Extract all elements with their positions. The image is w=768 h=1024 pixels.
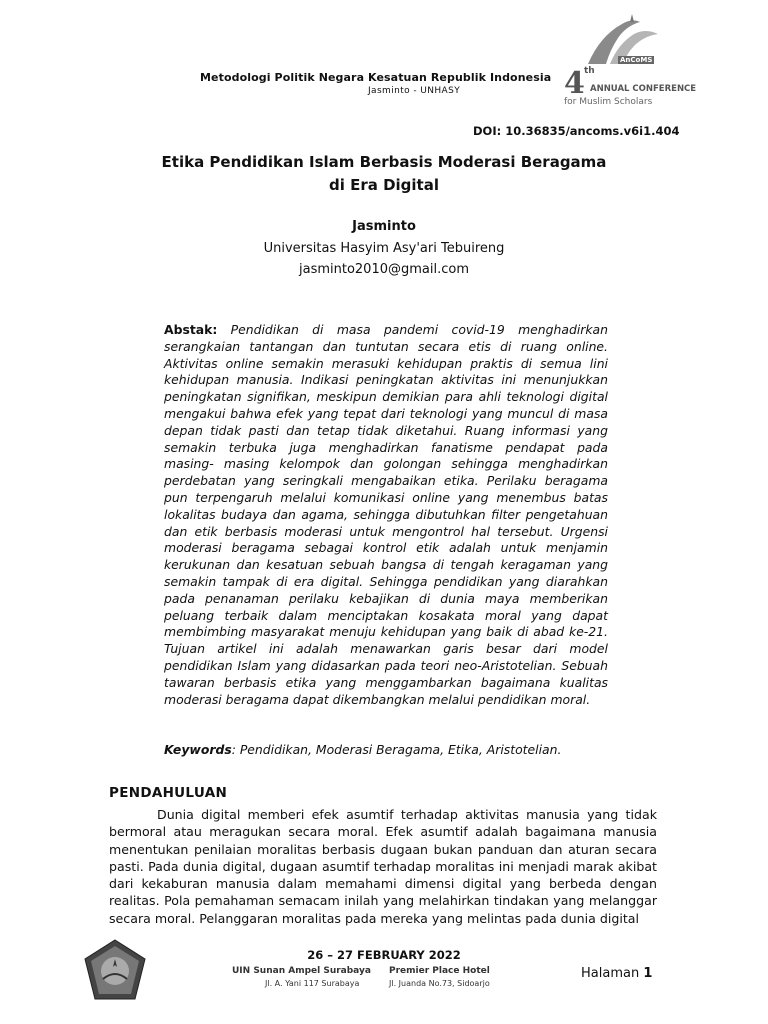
- keywords: [164, 742, 624, 757]
- running-header-author: Jasminto - UNHASY: [368, 86, 461, 96]
- author-affiliation: Universitas Hasyim Asy'ari Tebuireng: [263, 241, 505, 256]
- logo-superscript: th: [584, 66, 595, 76]
- logo-annual-conference: ANNUAL CONFERENCE: [590, 84, 697, 94]
- section-paragraph: Dunia digital memberi efek asumtif terhadap aktivitas manusia yang tidak bermoral atau meragukan secara moral. Efek asumtif adalah bagaimana manusia menentukan penilaian moralitas berbasis dugaan bukan panduan dan aturan secara pasti. Pada dunia digital, dugaan asumtif terhadap moralitas ini menjadi marak akibat dari kekaburan manusia dalam memahami dimensi digital yang berbeda dengan realitas. Pola pemahaman semacam inilah yang melahirkan tindakan yang melanggar secara moral. Pelanggaran moralitas pada mereka yang melintas pada dunia digital: [109, 807, 657, 926]
- footer-date: 26 – 27 FEBRUARY 2022: [307, 948, 461, 962]
- paper-title-line2: di Era Digital: [329, 176, 439, 194]
- footer-address-2: Jl. Juanda No.73, Sidoarjo: [389, 979, 490, 988]
- logo-muslim-scholars: for Muslim Scholars: [564, 97, 653, 107]
- footer-venue-2: Premier Place Hotel: [389, 966, 490, 976]
- conference-logo: [560, 14, 697, 112]
- page-label: Halaman: [581, 966, 640, 981]
- author-email: jasminto2010@gmail.com: [298, 262, 469, 277]
- abstract-label: Abstak:: [164, 322, 218, 337]
- keywords-label: Keywords: [164, 742, 232, 757]
- doi: DOI: 10.36835/ancoms.v6i1.404: [473, 124, 680, 138]
- paper-title-line1: Etika Pendidikan Islam Berbasis Moderasi Beragama: [161, 153, 607, 171]
- author-name: Jasminto: [352, 219, 416, 234]
- section-heading: PENDAHULUAN: [109, 785, 228, 801]
- page-number: [581, 966, 652, 981]
- mosque-dome-icon: [560, 14, 670, 74]
- page-number-value: 1: [643, 966, 653, 981]
- logo-brand: AnCoMS: [620, 56, 653, 64]
- abstract: [164, 322, 608, 708]
- running-header-title: Metodologi Politik Negara Kesatuan Republik Indonesia: [200, 71, 552, 84]
- abstract-text: Pendidikan di masa pandemi covid-19 menghadirkan serangkaian tantangan dan tuntutan secara etis di ruang online. Aktivitas online semakin merasuki kehidupan praktis di semua lini kehidupan manusia. Indikasi peningkatan aktivitas ini menunjukkan peningkatan signifikan, meskipun demikian para ahli teknologi digital mengakui bahwa efek yang tepat dari teknologi yang muncul di masa depan tidak pasti dan tetap tidak diketahui. Ruang informasi yang semakin terbuka juga menghadirkan fanatisme pendapat pada masing- masing kelompok dan golongan sehingga menghadirkan perdebatan yang seringkali mengabaikan etika. Perilaku beragama pun terpengaruh melalui komunikasi online yang menembus batas lokalitas budaya dan agama, sehingga dibutuhkan filter pengetahuan dan etik berbasis moderasi untuk mengontrol hal tersebut. Urgensi moderasi beragama sebagai kontrol etik adalah untuk menjamin kerukunan dan kesatuan sebuah bangsa di tengah keragaman yang semakin tampak di era digital. Sehingga pendidikan yang diarahkan pada penanaman perilaku kebajikan di dunia maya memberikan peluang terbaik dalam menciptakan kosakata moral yang dapat membimbing masyarakat menuju kehidupan yang baik di abad ke-21. Tujuan artikel ini adalah menawarkan garis besar dari model pendidikan Islam yang didasarkan pada teori neo-Aristotelian. Sebuah tawaran berbasis etika yang menggambarkan bagaimana kualitas moderasi beragama dapat dikembangkan melalui pendidikan moral.: [164, 322, 608, 707]
- logo-number: 4: [564, 66, 585, 101]
- footer-venue-1: UIN Sunan Ampel Surabaya: [232, 966, 371, 976]
- footer-address-1: Jl. A. Yani 117 Surabaya: [265, 979, 360, 988]
- keywords-text: : Pendidikan, Moderasi Beragama, Etika, Aristotelian.: [231, 742, 562, 757]
